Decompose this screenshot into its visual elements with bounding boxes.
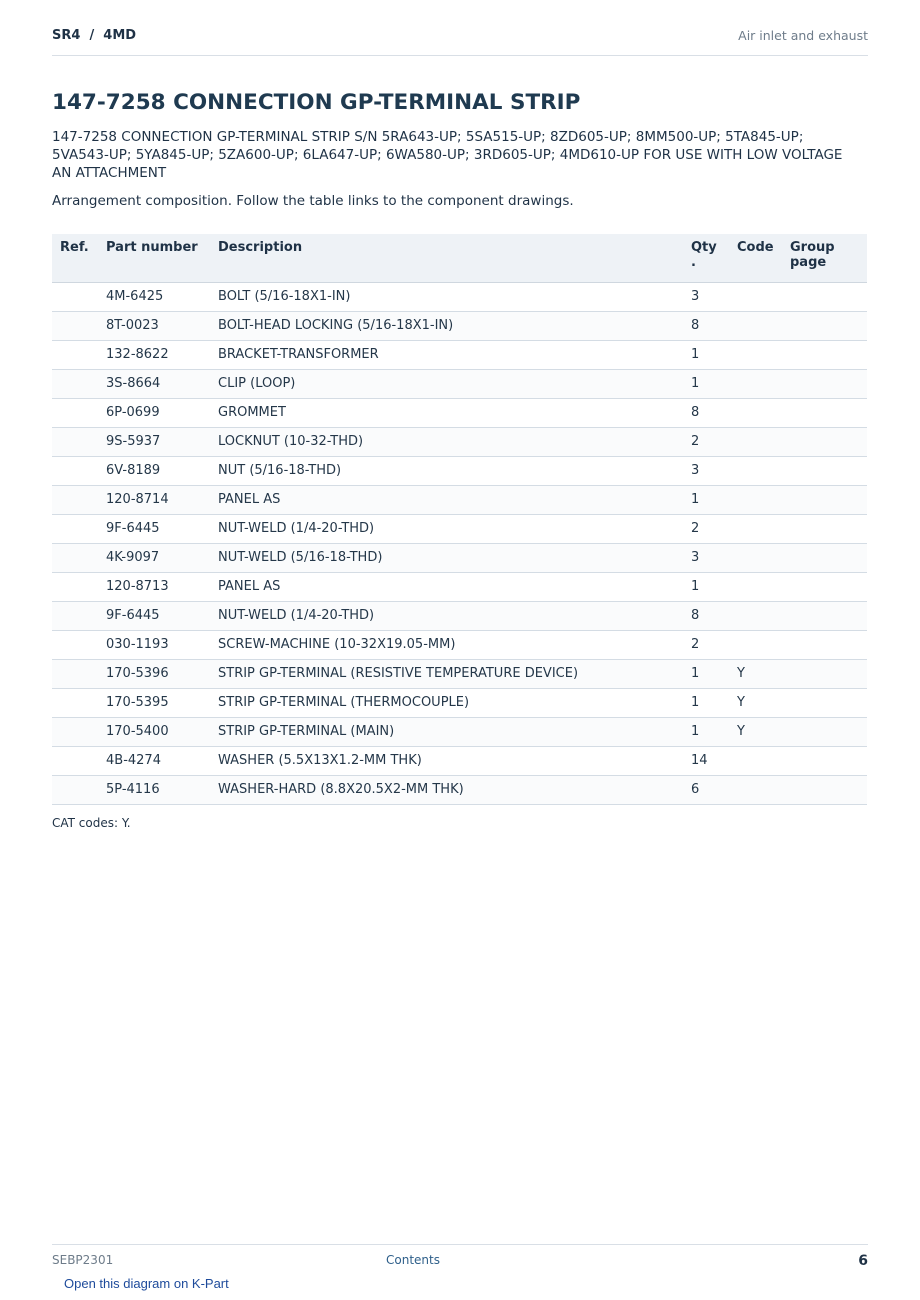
cell-part-number: 9F-6445 — [98, 514, 210, 543]
cell-group-page — [782, 340, 867, 369]
cell-description: WASHER (5.5X13X1.2-MM THK) — [210, 746, 683, 775]
cell-qty: 1 — [683, 572, 729, 601]
table-row — [52, 717, 867, 746]
cell-part-number: 120-8713 — [98, 572, 210, 601]
cell-group-page — [782, 369, 867, 398]
cell-description: GROMMET — [210, 398, 683, 427]
cat-codes-note: CAT codes: Y. — [52, 816, 131, 830]
cell-code — [729, 630, 782, 659]
cell-description: CLIP (LOOP) — [210, 369, 683, 398]
parts-table — [52, 234, 867, 805]
cell-group-page — [782, 311, 867, 340]
cell-ref — [52, 514, 98, 543]
cell-code — [729, 572, 782, 601]
cell-ref — [52, 311, 98, 340]
cell-group-page — [782, 688, 867, 717]
cell-ref — [52, 601, 98, 630]
cell-qty: 3 — [683, 282, 729, 311]
cell-description: STRIP GP-TERMINAL (RESISTIVE TEMPERATURE DEVICE) — [210, 659, 683, 688]
cell-code: Y — [729, 688, 782, 717]
cell-ref — [52, 630, 98, 659]
cell-qty: 1 — [683, 485, 729, 514]
cell-ref — [52, 688, 98, 717]
table-row — [52, 572, 867, 601]
section-name: Air inlet and exhaust — [738, 28, 868, 43]
cell-qty: 3 — [683, 543, 729, 572]
cell-part-number: 170-5400 — [98, 717, 210, 746]
cell-part-number: 170-5395 — [98, 688, 210, 717]
cell-group-page — [782, 282, 867, 311]
cell-code — [729, 514, 782, 543]
table-row — [52, 630, 867, 659]
header-code: Code — [729, 234, 782, 282]
cell-qty: 8 — [683, 601, 729, 630]
cell-part-number: 170-5396 — [98, 659, 210, 688]
cell-description: NUT-WELD (1/4-20-THD) — [210, 601, 683, 630]
cell-description: LOCKNUT (10-32-THD) — [210, 427, 683, 456]
cell-qty: 1 — [683, 688, 729, 717]
cell-qty: 6 — [683, 775, 729, 804]
cell-ref — [52, 340, 98, 369]
table-row — [52, 746, 867, 775]
cell-group-page — [782, 572, 867, 601]
cell-group-page — [782, 601, 867, 630]
cell-part-number: 4M-6425 — [98, 282, 210, 311]
cell-group-page — [782, 456, 867, 485]
header-ref: Ref. — [52, 234, 98, 282]
cell-qty: 8 — [683, 311, 729, 340]
table-row — [52, 485, 867, 514]
cell-qty: 2 — [683, 630, 729, 659]
table-header-row — [52, 234, 867, 282]
cell-qty: 1 — [683, 369, 729, 398]
cell-ref — [52, 775, 98, 804]
table-row — [52, 659, 867, 688]
cell-ref — [52, 282, 98, 311]
cell-qty: 1 — [683, 717, 729, 746]
cell-qty: 2 — [683, 427, 729, 456]
cell-ref — [52, 456, 98, 485]
cell-code: Y — [729, 659, 782, 688]
cell-code — [729, 398, 782, 427]
document-code: SEBP2301 — [52, 1253, 114, 1267]
cell-part-number: 120-8714 — [98, 485, 210, 514]
cell-ref — [52, 369, 98, 398]
cell-part-number: 5P-4116 — [98, 775, 210, 804]
cell-code — [729, 601, 782, 630]
cell-ref — [52, 398, 98, 427]
cell-qty: 1 — [683, 659, 729, 688]
cell-ref — [52, 485, 98, 514]
cell-code — [729, 543, 782, 572]
cell-qty: 8 — [683, 398, 729, 427]
cell-code — [729, 369, 782, 398]
cell-ref — [52, 572, 98, 601]
cell-description: WASHER-HARD (8.8X20.5X2-MM THK) — [210, 775, 683, 804]
cell-description: STRIP GP-TERMINAL (MAIN) — [210, 717, 683, 746]
cell-code — [729, 282, 782, 311]
table-row — [52, 543, 867, 572]
page-number: 6 — [858, 1253, 868, 1269]
assembly-description: 147-7258 CONNECTION GP-TERMINAL STRIP S/N 5RA643-UP; 5SA515-UP; 8ZD605-UP; 8MM500-UP; 5TA845-UP; 5VA543-UP; 5YA845-UP; 5ZA600-UP; 6LA647-UP; 6WA580-UP; 3RD605-UP; 4MD610-UP FOR USE WITH LOW VOLTAGE AN ATTACHMENT — [52, 129, 843, 181]
cell-ref — [52, 427, 98, 456]
table-row — [52, 601, 867, 630]
cell-part-number: 3S-8664 — [98, 369, 210, 398]
cell-code — [729, 775, 782, 804]
cell-part-number: 4K-9097 — [98, 543, 210, 572]
cell-code — [729, 456, 782, 485]
cell-qty: 3 — [683, 456, 729, 485]
table-row — [52, 282, 867, 311]
cell-description: SCREW-MACHINE (10-32X19.05-MM) — [210, 630, 683, 659]
header-qty: Qty . — [683, 234, 729, 282]
cell-code — [729, 340, 782, 369]
cell-code — [729, 746, 782, 775]
cell-ref — [52, 746, 98, 775]
cell-code: Y — [729, 717, 782, 746]
cell-code — [729, 311, 782, 340]
table-row — [52, 340, 867, 369]
cell-qty: 2 — [683, 514, 729, 543]
cell-description: BOLT-HEAD LOCKING (5/16-18X1-IN) — [210, 311, 683, 340]
page-footer — [52, 1244, 868, 1269]
table-row — [52, 775, 867, 804]
cell-group-page — [782, 775, 867, 804]
breadcrumb: SR4 / 4MD — [52, 28, 137, 43]
cell-part-number: 132-8622 — [98, 340, 210, 369]
header-description: Description — [210, 234, 683, 282]
cell-description: STRIP GP-TERMINAL (THERMOCOUPLE) — [210, 688, 683, 717]
contents-link[interactable]: Contents — [386, 1253, 440, 1267]
header-part-number: Part number — [98, 234, 210, 282]
cell-code — [729, 485, 782, 514]
cell-part-number: 9S-5937 — [98, 427, 210, 456]
cell-group-page — [782, 514, 867, 543]
cell-group-page — [782, 746, 867, 775]
cell-description: PANEL AS — [210, 485, 683, 514]
cell-description: NUT-WELD (5/16-18-THD) — [210, 543, 683, 572]
cell-description: BOLT (5/16-18X1-IN) — [210, 282, 683, 311]
cell-part-number: 8T-0023 — [98, 311, 210, 340]
cell-group-page — [782, 717, 867, 746]
table-row — [52, 369, 867, 398]
open-kpart-link[interactable]: Open this diagram on K-Part — [64, 1276, 229, 1291]
cell-description: BRACKET-TRANSFORMER — [210, 340, 683, 369]
cell-description: PANEL AS — [210, 572, 683, 601]
cell-qty: 1 — [683, 340, 729, 369]
table-row — [52, 427, 867, 456]
cell-group-page — [782, 485, 867, 514]
cell-code — [729, 427, 782, 456]
page-header — [52, 28, 868, 56]
cell-ref — [52, 659, 98, 688]
cell-qty: 14 — [683, 746, 729, 775]
table-row — [52, 311, 867, 340]
cell-description: NUT-WELD (1/4-20-THD) — [210, 514, 683, 543]
cell-part-number: 4B-4274 — [98, 746, 210, 775]
page-title: 147-7258 CONNECTION GP-TERMINAL STRIP — [52, 90, 581, 115]
table-row — [52, 398, 867, 427]
parts-table-body — [52, 282, 867, 804]
cell-description: NUT (5/16-18-THD) — [210, 456, 683, 485]
cell-group-page — [782, 659, 867, 688]
cell-ref — [52, 717, 98, 746]
cell-part-number: 6V-8189 — [98, 456, 210, 485]
cell-group-page — [782, 427, 867, 456]
cell-group-page — [782, 630, 867, 659]
cell-group-page — [782, 543, 867, 572]
table-row — [52, 456, 867, 485]
cell-part-number: 9F-6445 — [98, 601, 210, 630]
intro-text: Arrangement composition. Follow the table links to the component drawings. — [52, 193, 574, 209]
table-row — [52, 688, 867, 717]
table-row — [52, 514, 867, 543]
cell-part-number: 6P-0699 — [98, 398, 210, 427]
header-group-page: Group page — [782, 234, 867, 282]
cell-ref — [52, 543, 98, 572]
cell-group-page — [782, 398, 867, 427]
cell-part-number: 030-1193 — [98, 630, 210, 659]
